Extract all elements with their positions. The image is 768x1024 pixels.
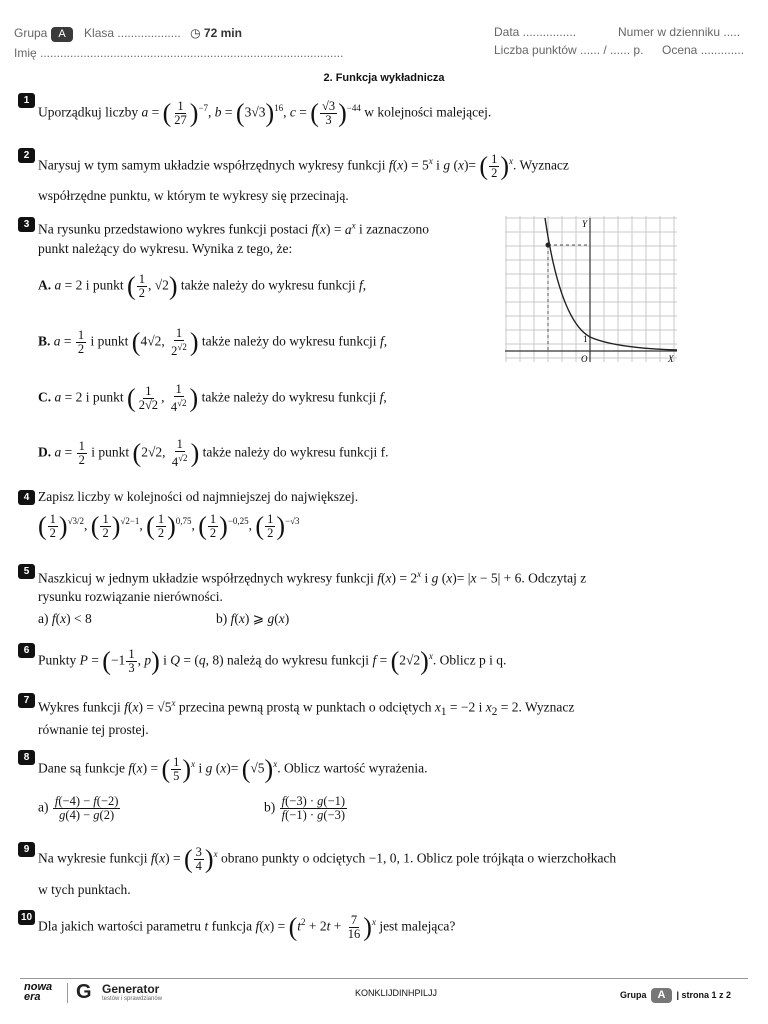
task-number: 2 [18,148,35,163]
generator-subtitle: testów i sprawdzianów [102,996,163,1002]
one-label: 1 [583,334,588,344]
footer-divider [20,978,748,979]
task-8-sub-b: b) $\frac{f(-3) \cdot g(-1)}{f(-1) \cdot g(-3)}$ [264,794,346,822]
task-4-numbers: ( $\frac{1}{2}$ )$^{√3/2}$, ( $\frac{1}{2}$ )$^{√2-1}$, ( $\frac{1}{2}$ )$^{0,75}$, ( $\frac{1}{2}$ )$^{-0,25}$, ( $\frac{1}{2}$ )$^{-√3}$ [38,511,300,541]
task-number: 6 [18,643,35,658]
task-number: 10 [18,910,35,925]
x-axis-label: X [668,354,674,364]
task-3-text-cont: punkt należący do wykresu. Wynika z tego, że: [38,241,293,256]
task-5-text-cont: rysunku rozwiązanie nierówności. [38,589,223,604]
task-8-text: Dane są funkcje f(x) = ( $\frac{1}{5}$ )$^x$ i g $(x)= (√5)^x$. Oblicz wartość wyrażenia. [38,754,428,784]
logo-divider [67,983,68,1003]
document-code: KONKLIJDINHPILJJ [355,988,438,998]
task-number: 3 [18,217,35,232]
task-number: 4 [18,490,35,505]
task-5-sub-a: a) f(x) < 8 [38,611,92,626]
task-number: 9 [18,842,35,857]
grade-field: Ocena ............. [662,43,745,57]
generator-logo: Generator [102,982,160,996]
task-5-sub-b: b) f(x) ⩾ g(x) [216,611,290,626]
clock-icon: ◷ [190,26,201,40]
y-axis-label: Y [582,219,588,229]
task-9-text: Na wykresie funkcji f(x) = ( $\frac{3}{4}$ )$^x$ obrano punkty o odciętych −1, 0, 1. Oblicz pole trójkąta o wierzchołkach [38,844,617,874]
journal-number-field: Numer w dzienniku ..... [618,25,741,39]
task-6-text: Punkty P = (−1 $\frac{1}{3}$ , p) i Q = (q, 8) należą do wykresu funkcji $f = (2√2)^x$. Oblicz p i q. [38,646,507,676]
task-2-text: Narysuj w tym samym układzie współrzędnych wykresy funkcji $f(x) = 5^x$ i g (x)= ( $\frac{1}{2}$ )$^x$. Wyznacz [38,151,569,181]
task-number: 1 [18,93,35,108]
date-field: Data ................ [494,25,577,39]
origin-label: O [581,354,588,364]
task-number: 8 [18,750,35,765]
marked-point [546,243,551,248]
task-1-text: Uporządkuj liczby a = ( $\frac{1}{27}$ )$^{-7}$, $b = (3√3)^{16}$, c = ( $\frac{√3}{3}$ )$^{-44}$ w kolejności malejącej. [38,98,492,128]
option-d: D. a = $\frac{1}{2}$ i punkt (2√2, $\frac{1}{4^{√2}}$ ) także należy do wykresu funkcji f. [38,437,389,470]
footer-group: Grupa A | strona 1 z 2 [620,989,732,1001]
option-b: B. a = $\frac{1}{2}$ i punkt (4√2, $\frac{1}{2^{√2}}$ ) także należy do wykresu funkcji f, [38,326,388,359]
task-9-text-cont: w tych punktach. [38,882,131,897]
task-4-text: Zapisz liczby w kolejności od najmniejszej do największej. [38,489,359,504]
task-10-text: Dla jakich wartości parametru t funkcja $f(x) = (t^2 + 2t$ + $\frac{7}{16}$ )$^x$ jest malejąca? [38,912,456,942]
task-7-text-cont: równanie tej prostej. [38,722,149,737]
task-5-text: Naszkicuj w jednym układzie współrzędnych wykresy funkcji $f(x) = 2^x$ i g (x)= |x − 5| + 6. Odczytaj z [38,569,587,586]
points-field: Liczba punktów ...... / ...... p. [494,43,644,57]
task-2-text-cont: współrzędne punktu, w którym te wykresy się przecinają. [38,188,349,203]
task-8-sub-a: a) $\frac{f(-4) - f(-2)}{g(4) - g(2)}$ [38,794,119,822]
option-a: A. a = 2 i punkt ( $\frac{1}{2}$ , √2) także należy do wykresu funkcji f, [38,271,367,301]
generator-icon: G [76,981,92,1003]
option-c: C. a = 2 i punkt ( $\frac{1}{2√2}$ , $\frac{1}{4^{√2}}$ ) także należy do wykresu funkcji f, [38,382,387,415]
task-number: 5 [18,564,35,579]
group-field: Grupa A Klasa ................... ◷ 72 min [14,26,242,40]
task-3-text: Na rysunku przedstawiono wykres funkcji postaci $f(x) = a^x$ i zaznaczono [38,220,430,237]
name-field: Imię ........................................................................................... [14,46,344,60]
task-7-text: Wykres funkcji $f(x) = √5^x$ przecina pewną prostą w punktach o odciętych $x_1 = -2$ i $x_2 = 2$. Wyznacz [38,698,575,719]
exponential-graph [505,216,679,366]
page-title: 2. Funkcja wykładnicza [323,72,445,84]
nowa-era-logo: nowa era [24,981,53,1003]
group-badge: A [51,27,72,42]
task-number: 7 [18,693,35,708]
